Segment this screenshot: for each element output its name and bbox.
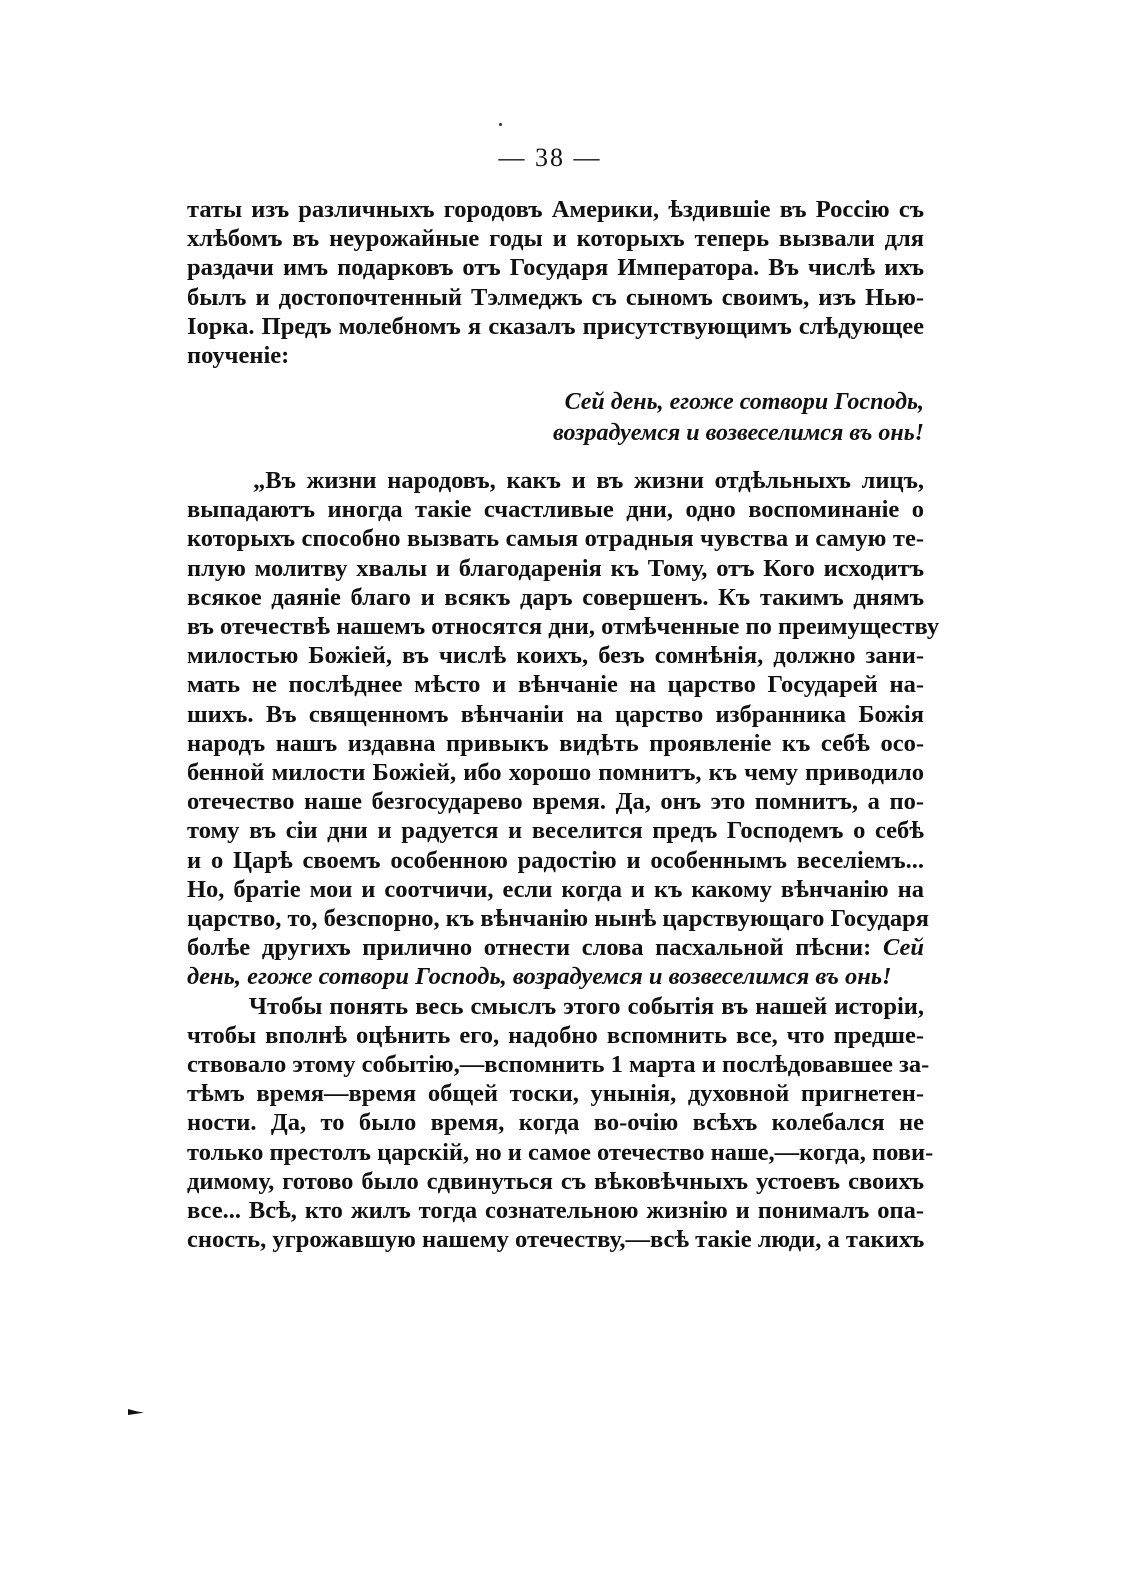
text-line: только престолъ царскій, но и самое отечество наше,—когда, пови- (187, 1138, 934, 1166)
text-line: народъ нашъ издавна привыкъ видѣть проявленіе къ себѣ осо- (187, 729, 924, 757)
text-line: царство, то, безспорно, къ вѣнчанію нынѣ царствующаго Государя (187, 905, 929, 933)
text-line: все... Всѣ, кто жилъ тогда сознательною жизнію и понималъ опа- (187, 1197, 924, 1225)
text-line: хлѣбомъ въ неурожайные годы и которыхъ теперь вызвали для (187, 225, 924, 253)
text-line: ности. Да, то было время, когда во-очію всѣхъ колебался не (187, 1109, 924, 1137)
epigraph-line: возрадуемся и возвеселимся въ онь! (553, 420, 924, 446)
text-line: Чтобы понять весь смыслъ этого событія въ нашей исторіи, (249, 992, 924, 1020)
text-line: ствовало этому событію,—вспомнить 1 марта и послѣдовавшее за- (187, 1051, 930, 1079)
text-line (187, 933, 924, 962)
epigraph-line: Сей день, егоже сотвори Господь, (564, 389, 924, 415)
text-line: чтобы вполнѣ оцѣнить его, надобно вспомнить все, что предше- (187, 1021, 924, 1049)
text-line: въ отечествѣ нашемъ относятся дни, отмѣченные по преимуществу (187, 613, 940, 641)
epigraph (480, 387, 924, 449)
text-line: мать не послѣднее мѣсто и вѣнчаніе на царство Государей на- (187, 671, 924, 699)
text-line: и о Царѣ своемъ особенною радостію и особеннымъ веселіемъ... (187, 846, 924, 874)
text-line: милостью Божіей, въ числѣ коихъ, безъ сомнѣнія, должно зани- (187, 642, 924, 670)
text-line: таты изъ различныхъ городовъ Америки, ѣздившіе въ Россію съ (187, 196, 924, 223)
text-line: былъ и достопочтенный Тэлмеджъ съ сыномъ своимъ, изъ Нью- (187, 283, 924, 311)
text-line: Іорка. Предъ молебномъ я сказалъ присутствующимъ слѣдующее (187, 312, 924, 340)
text-line: бенной милости Божіей, ибо хорошо помнитъ, къ чему приводило (187, 759, 924, 787)
intro-paragraph (187, 195, 924, 370)
text-line: раздачи имъ подарковъ отъ Государя Императора. Въ числѣ ихъ (187, 254, 924, 282)
text-line: тому въ сіи дни и радуется и веселится предъ Господемъ о себѣ (187, 817, 924, 845)
text-line: всякое даяніе благо и всякъ даръ совершенъ. Къ такимъ днямъ (187, 583, 924, 611)
sermon-body (187, 466, 940, 1254)
page-number: — 38 — (498, 143, 602, 172)
text-line: выпадаютъ иногда такіе счастливые дни, одно воспоминаніе о (187, 496, 924, 524)
italic-fragment: Сей (882, 934, 924, 962)
text-line: „Въ жизни народовъ, какъ и въ жизни отдѣльныхъ лицъ, (253, 467, 924, 494)
text-line: Но, братіе мои и соотчичи, если когда и къ какому вѣнчанію на (187, 875, 924, 903)
text-line: поученіе: (187, 342, 290, 370)
text-line: димому, готово было сдвинуться съ вѣковѣчныхъ устоевъ своихъ (187, 1167, 924, 1195)
print-speck (499, 123, 502, 126)
text-line: отечество наше безгосударево время. Да, онъ это помнитъ, а по- (187, 788, 924, 816)
text-line: плую молитву хвалы и благодаренія къ Тому, отъ Кого исходитъ (187, 554, 924, 582)
text-line: сность, угрожавшую нашему отечеству,—всѣ такіе люди, а такихъ (187, 1226, 925, 1254)
text-line: тѣмъ время—время общей тоски, унынія, духовной пригнетен- (187, 1080, 924, 1108)
text-line-italic: день, егоже сотвори Господь, возрадуемся и возвеселимся въ онь! (187, 963, 892, 991)
text-line: которыхъ способно вызвать самыя отрадныя чувства и самую те- (187, 525, 924, 553)
margin-mark (128, 1409, 144, 1415)
text-fragment: болѣе другихъ прилично отнести слова пасхальной пѣсни: (187, 934, 883, 962)
text-line: шихъ. Въ священномъ вѣнчаніи на царство избранника Божія (187, 700, 924, 728)
